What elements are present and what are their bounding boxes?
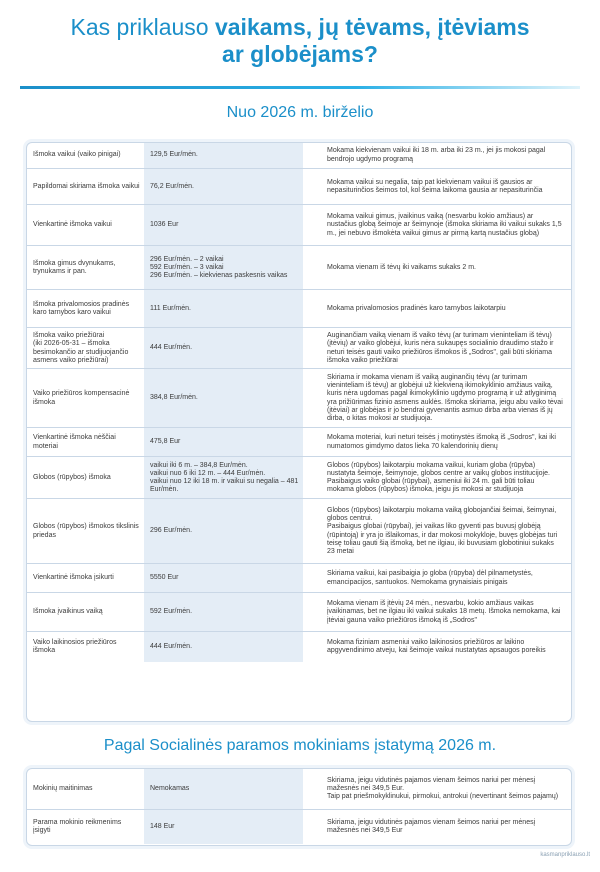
benefit-name [27,499,144,564]
table-row [27,427,571,457]
student-support-table [26,768,572,846]
benefit-amount-text: 592 Eur/mėn. [150,608,193,616]
benefit-amount-text: 444 Eur/mėn. [150,642,193,650]
table-row [27,631,571,662]
benefit-amount-text: vaikui iki 6 m. – 384,8 Eur/mėn. vaikui nuo 6 iki 12 m. – 444 Eur/mėn. vaikui nuo 12 iki 18 m. ir vaikui su negalia – 481 Eur/mėn. [150,461,299,494]
benefit-name [27,632,144,662]
benefit-amount [144,246,303,290]
benefit-description-text: Mokama vaikui su negalia, taip pat kiekvienam vaikui iš gausios ar nepasiturinčios šeimos tol, kol šeima laikoma gausia ar nepasiturinčia [327,178,543,194]
benefit-name [27,369,144,428]
table-row [27,809,571,844]
benefit-description-text: Mokama privalomosios pradinės karo tarnybos laikotarpiu [327,304,506,312]
benefit-description [303,769,571,809]
benefit-name [27,564,144,593]
benefit-amount-text: Nemokamas [150,784,190,792]
benefit-name [27,810,144,844]
title-part1: Kas priklauso [70,14,215,40]
benefit-description-text: Auginančiam vaiką vienam iš vaiko tėvų (ar turimam vieninteliam iš tėvų) (įtėvių) ar vaiko globėjui, kuris nėra sukaupęs socialinio draudimo stažo ir neturi teisės gauti vaiko priežiūros išmokos iš „Sodros", gali būti skiriama išmoka vaiko priežiūrai [327,332,554,364]
benefit-description [303,205,571,246]
benefit-amount [144,457,303,499]
table-row [27,592,571,632]
benefit-name-text: Globos (rūpybos) išmoka [33,473,111,481]
benefit-description-text: Mokama vienam iš tėvų iki vaikams sukaks 2 m. [327,263,476,271]
benefit-amount [144,169,303,205]
page-title [0,0,600,68]
table-row [27,456,571,499]
footer-site: kasmanpriklauso.lt [540,852,590,858]
table-row [27,563,571,593]
benefit-name [27,769,144,809]
benefit-amount-text: 111 Eur/mėn. [150,304,191,312]
title-line2: ar globėjams? [222,41,378,67]
benefit-amount-text: 296 Eur/mėn. – 2 vaikai 592 Eur/mėn. – 3 vaikai 296 Eur/mėn. – kiekvienas paskesnis vaikas [150,255,288,280]
benefit-amount-text: 444 Eur/mėn. [150,344,193,352]
benefit-name [27,428,144,457]
benefit-description [303,328,571,369]
benefit-amount-text: 148 Eur [150,822,175,830]
benefit-description [303,143,571,168]
benefit-name [27,169,144,205]
benefit-name-text: Parama mokinio reikmenims įsigyti [33,818,122,834]
benefit-description [303,246,571,290]
benefits-table [26,142,572,722]
table-row [27,204,571,246]
benefit-description-text: Skiriama ir mokama vienam iš vaiką auginančių tėvų (ar turimam vieninteliam iš tėvų) ar globėjui už kiekvieną ikimokyklinio amžiaus vaiką, kuris nėra ugdomas pagal ikimokyklinio ugdymo programą ir už atlyginimą yra prižiūrimas fizinio asmens auklės. Išmoka skiriama, jeigu abu vaiko tėvai (įtėviai) ar globėjas ir jo bendrai gyvenantis asmuo dirba arba vienas iš jų dirba, o kitas mokosi ar studijuoja. [327,373,563,422]
benefit-description [303,457,571,499]
benefit-name [27,143,144,168]
benefit-description-text: Skiriama, jeigu vidutinės pajamos vienam šeimos nariui per mėnesį mažesnės nei 349,5 Eur [327,818,536,834]
benefit-description [303,593,571,632]
benefit-name-text: Vaiko priežiūros kompensacinė išmoka [33,390,130,406]
benefit-amount [144,564,303,593]
benefit-description [303,369,571,428]
table-row [27,769,571,809]
benefit-name-text: Vienkartinė išmoka vaikui [33,221,112,229]
benefit-name-text: Išmoka privalomosios pradinės karo tarnybos karo vaikui [33,300,130,316]
benefit-description [303,290,571,328]
section2-title: Pagal Socialinės paramos mokiniams įstatymą 2026 m. [103,737,497,754]
benefit-description [303,564,571,593]
benefit-description-text: Skiriama, jeigu vidutinės pajamos vienam šeimos nariui per mėnesį mažesnės nei 349,5 Eur. Taip pat priešmokyklinukui, pirmokui, antrokui (nevertinant šeimos pajamų) [327,776,559,801]
section1-title: Nuo 2026 m. birželio [226,104,374,121]
benefit-description [303,428,571,457]
benefit-name [27,290,144,328]
benefit-amount-text: 475,8 Eur [150,438,181,446]
benefit-name-text: Išmoka gimus dvynukams, trynukams ir pan. [33,259,116,275]
table-row [27,498,571,564]
benefit-amount [144,810,303,844]
benefit-description [303,632,571,662]
benefit-amount [144,769,303,809]
benefit-name [27,593,144,632]
benefit-description-text: Mokama fiziniam asmeniui vaiko laikinosios priežiūros ar laikino apgyvendinimo atveju, kai šeimoje vaikui nustatytas apsaugos poreikis [327,638,546,654]
benefit-amount-text: 129,5 Eur/mėn. [150,151,198,159]
header-divider [20,86,580,89]
benefit-description [303,499,571,564]
benefit-description-text: Mokama kiekvienam vaikui iki 18 m. arba iki 23 m., jei jis mokosi pagal bendrojo ugdymo programą [327,147,546,163]
table-row [27,143,571,168]
benefit-amount [144,593,303,632]
benefit-name [27,205,144,246]
header [0,0,600,90]
benefit-name-text: Vienkartinė išmoka nėščiai moteriai [33,434,116,450]
benefit-description-text: Skiriama vaikui, kai pasibaigia jo globa (rūpyba) dėl pilnametystės, emancipacijos, santuokos. Nemokama grynaisiais pinigais [327,570,533,586]
benefit-description-text: Mokama moteriai, kuri neturi teisės į motinystės išmoką iš „Sodros", kai iki numatomos gimdymo datos lieka 70 kalendorinių dienų [327,434,556,450]
benefit-amount-text: 5550 Eur [150,574,179,582]
benefit-name [27,328,144,369]
benefit-amount-text: 76,2 Eur/mėn. [150,182,194,190]
benefit-amount [144,290,303,328]
benefit-name-text: Išmoka vaikui (vaiko pinigai) [33,151,121,159]
benefit-name-text: Vienkartinė išmoka įsikurti [33,574,114,582]
benefit-description [303,169,571,205]
table-row [27,245,571,290]
benefit-amount [144,369,303,428]
benefit-amount-text: 296 Eur/mėn. [150,527,193,535]
benefit-name-text: Globos (rūpybos) išmokos tikslinis priedas [33,523,139,539]
benefit-amount [144,499,303,564]
benefit-description-text: Globos (rūpybos) laikotarpiu mokama vaiką globojančiai šeimai, šeimynai, globos centrui. Pasibaigus globai (rūpybai), jei vaikas liko gyventi pas buvusį globėją (rūpintoją) ir yra jo išlaikomas, ir dar mokosi mokykloje, buvęs globėjas turi teisę toliau gauti šią išmoką, bet ne ilgiau, iki buvusiam globotiniui sukaks 23 metai [327,506,558,555]
benefit-description-text: Globos (rūpybos) laikotarpiu mokama vaikui, kuriam globa (rūpyba) nustatyta šeimoje, šeimynoje, globos centre ar vaikų globos institucijoje. Pasibaigus vaiko globai (rūpybai), asmeniui iki 24 m. gali būti toliau mokama globos (rūpybos) išmoka, jeigu jis mokosi ar studijuoja [327,461,550,494]
benefit-name-text: Vaiko laikinosios priežiūros išmoka [33,638,117,654]
benefit-amount-text: 384,8 Eur/mėn. [150,394,198,402]
benefit-amount [144,632,303,662]
benefit-name-text: Mokinių maitinimas [33,784,93,792]
benefit-amount [144,328,303,369]
table-row [27,368,571,428]
table-row [27,289,571,328]
table-row [27,168,571,205]
benefit-name-text: Išmoka vaiko priežiūrai (iki 2026-05-31 – išmoka besimokančio ar studijuojančio asmens vaiko priežiūrai) [33,332,129,364]
benefit-description-text: Mokama vaikui gimus, įvaikinus vaiką (nesvarbu kokio amžiaus) ar nustačius globą šeimoje ar šeimynoje (išmoka skiriama iki vaikui sukaks 1,5 m., jei nebuvo išmokėta vaikui gimus ar pirmą kartą nustačius globą) [327,213,562,237]
benefit-amount [144,205,303,246]
benefit-name-text: Išmoka įvaikinus vaiką [33,608,103,616]
benefit-name [27,457,144,499]
benefit-name-text: Papildomai skiriama išmoka vaikui [33,182,140,190]
benefit-amount-text: 1036 Eur [150,221,179,229]
title-part2: vaikams, jų tėvams, įtėviams [214,14,530,40]
benefit-description [303,810,571,844]
benefit-amount [144,428,303,457]
benefit-amount [144,143,303,168]
table-row [27,327,571,369]
benefit-description-text: Mokama vienam iš įtėvių 24 mėn., nesvarbu, kokio amžiaus vaikas įvaikinamas, bet ne ilgiau iki vaikui sukaks 18 metų. Išmoka nemokama, kai įtėviai gauna vaiko priežiūros išmoką iš „Sodros" [327,600,561,624]
benefit-name [27,246,144,290]
